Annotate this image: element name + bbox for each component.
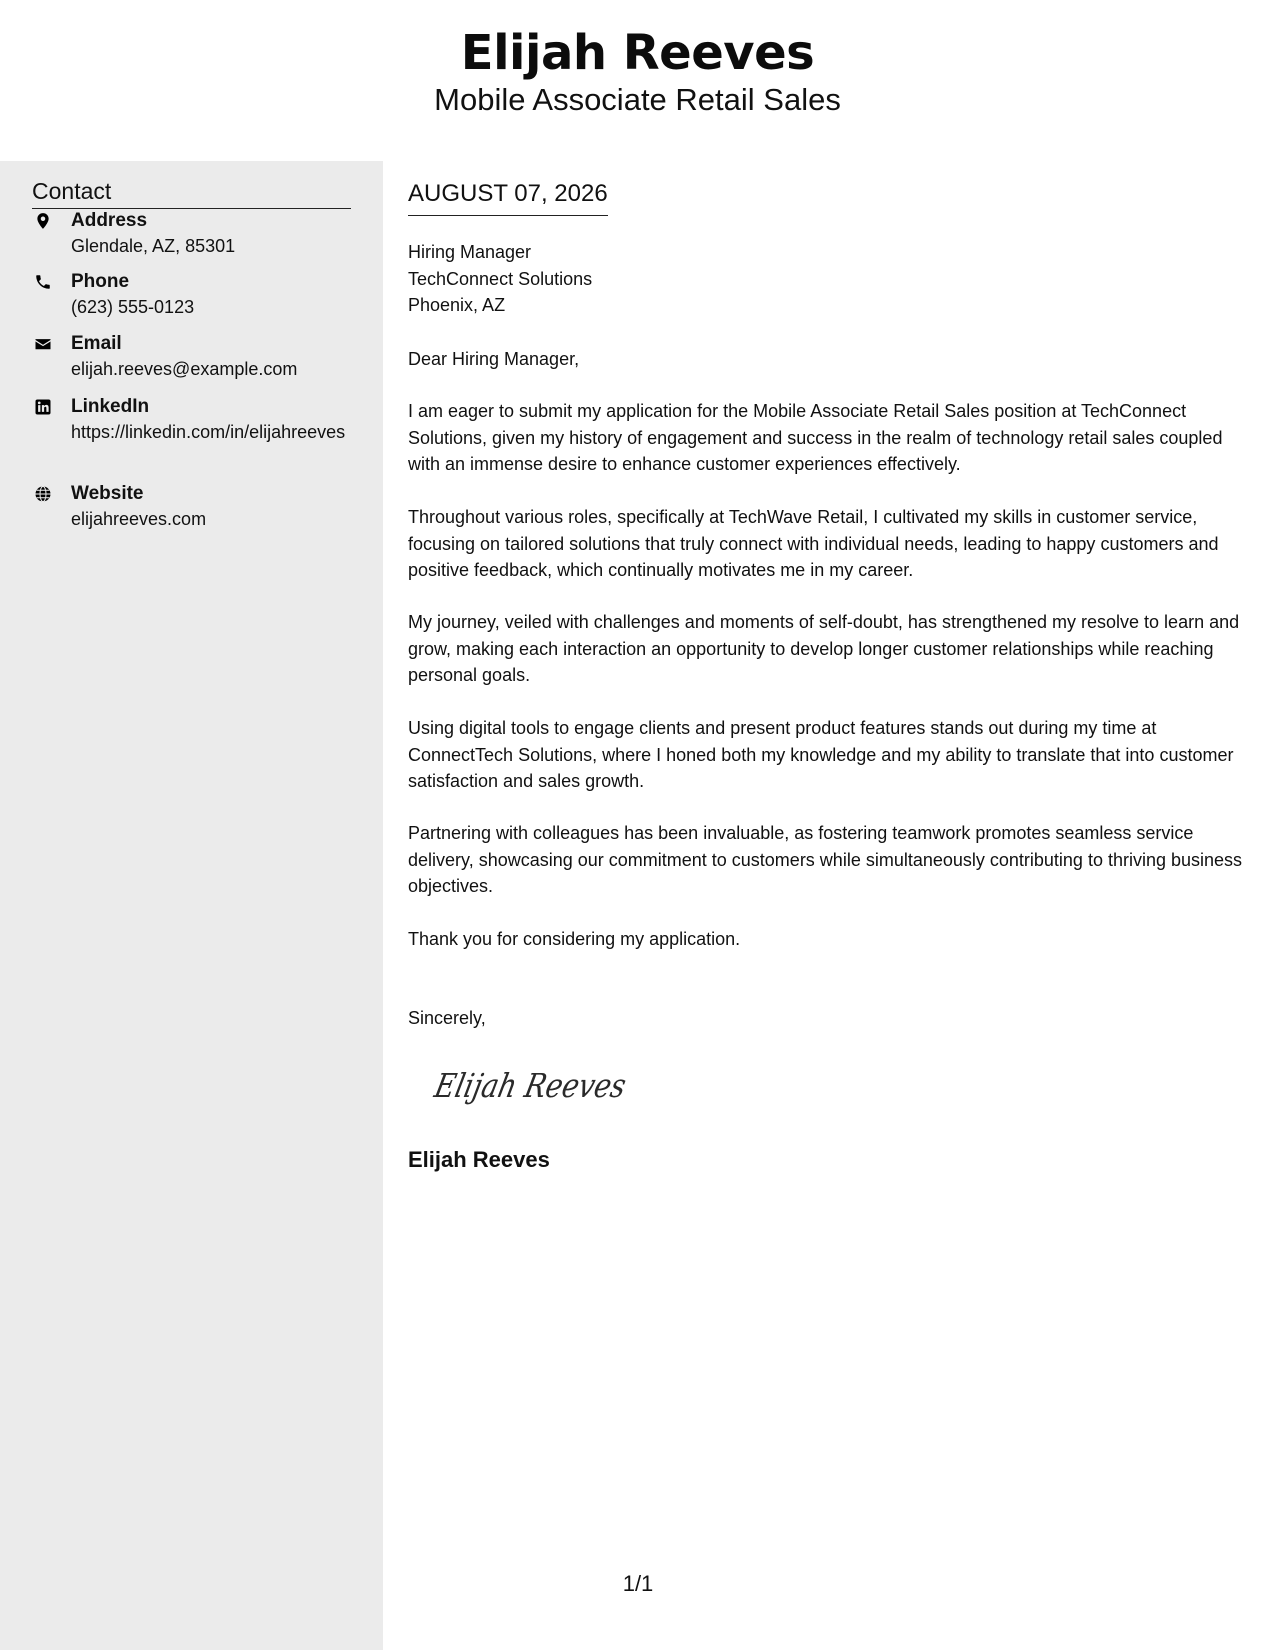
recipient-block <box>408 239 592 319</box>
phone-icon <box>34 273 52 291</box>
contact-value: (623) 555-0123 <box>71 297 195 317</box>
header <box>0 0 1275 161</box>
signature-text: Elijah Reeves <box>431 1066 666 1105</box>
closing: Sincerely, <box>408 1008 486 1028</box>
signer-name: Elijah Reeves <box>408 1147 550 1172</box>
applicant-name: Elijah Reeves <box>460 25 815 81</box>
contact-label: Address <box>71 210 148 231</box>
page-number: 1/1 <box>622 1571 654 1596</box>
location-pin-icon <box>34 212 52 230</box>
contact-label: Phone <box>71 271 130 292</box>
contact-label: LinkedIn <box>71 396 150 417</box>
greeting: Dear Hiring Manager, <box>408 349 580 369</box>
recipient-line: TechConnect Solutions <box>408 268 593 289</box>
contact-sidebar <box>0 161 383 1650</box>
globe-icon <box>34 485 52 503</box>
signature-image <box>431 1055 666 1115</box>
paragraph: I am eager to submit my application for the Mobile Associate Retail Sales position at TechConnect Solutions, given my history of engagement and success in the realm of technology retail sales coupled with an immense desire to enhance customer experiences effectively. <box>408 401 1223 474</box>
envelope-icon <box>34 335 52 353</box>
contact-label: Email <box>71 333 122 354</box>
contact-label: Website <box>71 483 144 504</box>
contact-value: Glendale, AZ, 85301 <box>71 236 236 256</box>
letter-date: AUGUST 07, 2026 <box>408 179 608 216</box>
paragraph: Thank you for considering my application. <box>408 929 741 949</box>
paragraph: My journey, veiled with challenges and moments of self-doubt, has strengthened my resolve to learn and grow, making each interaction an opportunity to develop longer customer relationships while reaching personal goals. <box>408 612 1240 685</box>
contact-value: elijah.reeves@example.com <box>71 359 298 379</box>
contact-value: elijahreeves.com <box>71 509 207 529</box>
linkedin-icon <box>34 398 52 416</box>
paragraph: Throughout various roles, specifically at TechWave Retail, I cultivated my skills in customer service, focusing on tailored solutions that truly connect with individual needs, leading to happy customers and positive feedback, which continually motivates me in my career. <box>408 507 1219 580</box>
job-title: Mobile Associate Retail Sales <box>434 82 841 117</box>
recipient-line: Hiring Manager <box>408 242 532 262</box>
contact-heading: Contact <box>32 176 351 209</box>
paragraph: Using digital tools to engage clients and present product features stands out during my time at ConnectTech Solutions, where I honed both my knowledge and my ability to translate that into customer satisfaction and sales growth. <box>408 718 1234 791</box>
recipient-line: Phoenix, AZ <box>408 295 506 315</box>
paragraph: Partnering with colleagues has been invaluable, as fostering teamwork promotes seamless service delivery, showcasing our commitment to customers while simultaneously contributing to thriving business objectives. <box>408 823 1243 896</box>
contact-value: https://linkedin.com/in/elijahreeves <box>71 422 346 442</box>
